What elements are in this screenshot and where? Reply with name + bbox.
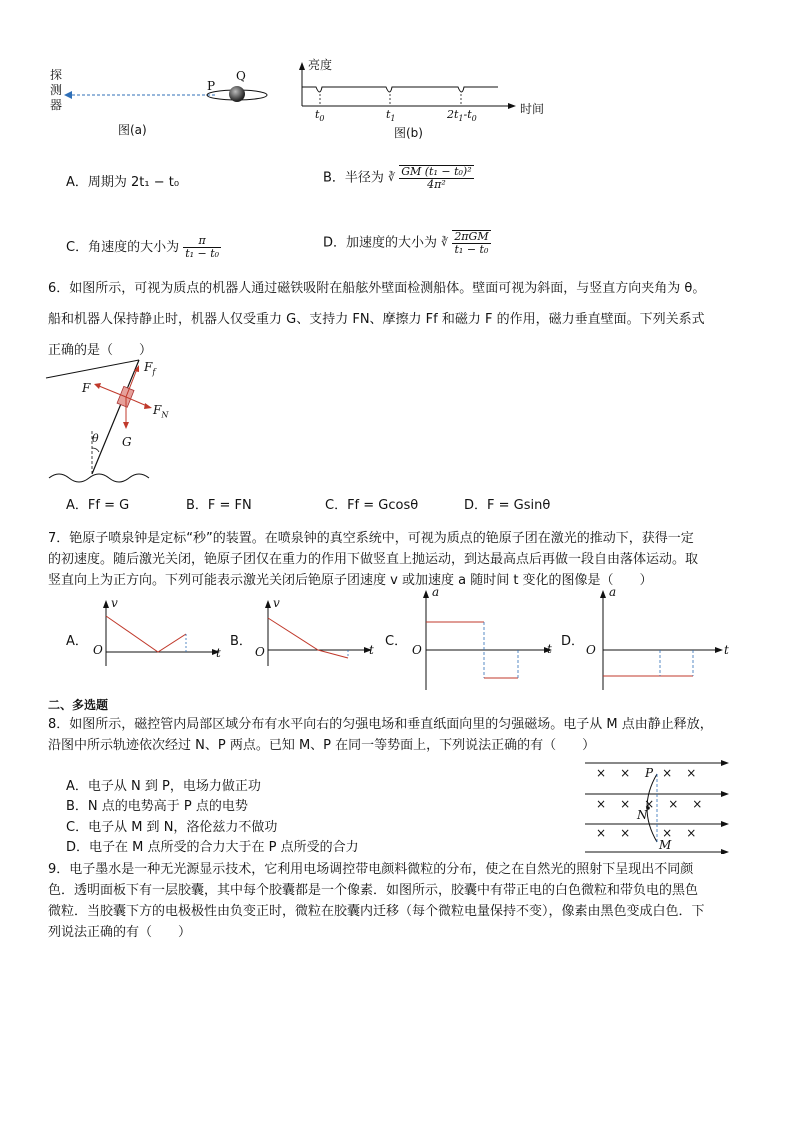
q8-option-c[interactable]: C．电子从 M 到 N，洛伦兹力不做功 (66, 820, 278, 835)
figure-b-caption: 图(b) (394, 126, 423, 140)
q8-option-a[interactable]: A．电子从 N 到 P，电场力做正功 (66, 779, 261, 794)
q9-line-4: 列说法正确的有（ ） (48, 925, 192, 940)
field-arrow-1 (721, 760, 729, 766)
beam-arrow-head (64, 91, 72, 99)
field-arrow-3 (721, 821, 729, 827)
q6-line-3: 正确的是（ ） (48, 343, 153, 358)
q7-graph-b-svg (252, 594, 382, 674)
q5-option-c-fraction: $\frac{\pi}{\text{t₁ − t₀}}$ (185, 234, 220, 260)
cross-row-2: ××××× (596, 797, 717, 811)
q7-line-3: 竖直向上为正方向。下列可能表示激光关闭后铯原子团速度 v 或加速度 a 随时间 t 变化的图像是（ ） (48, 573, 653, 588)
detector-label: 探 测 器 (50, 68, 63, 112)
a-axis-arrow (423, 590, 429, 598)
cube-root-sign-d: ∛ (441, 236, 449, 249)
q7-graph-c-svg (412, 584, 562, 692)
brightness-label: 亮度 (308, 58, 333, 72)
q7-graph-b (252, 594, 382, 674)
q7-option-c[interactable]: C． (385, 634, 408, 649)
q6-option-c[interactable]: C．Ff = Gcosθ (325, 498, 419, 513)
fig-label-theta: θ (92, 432, 99, 445)
fig-label-F: F (82, 381, 91, 395)
normal-arrow-head (144, 403, 152, 409)
q8-line-2: 沿图中所示轨迹依次经过 N、P 两点。已知 M、P 在同一等势面上，下列说法正确的有（ ） (48, 738, 596, 753)
q7-c-origin: O (412, 643, 422, 657)
q5-option-b[interactable] (323, 165, 474, 191)
velocity-line (268, 618, 348, 658)
q5-option-b-fraction: $\frac{\text{GM (t₁ − t₀)²}}{\text{4π²}}$ (401, 165, 472, 191)
q6-option-b[interactable]: B．F = FN (186, 498, 252, 513)
q7-a-t-label: t (216, 646, 221, 660)
q5-option-c[interactable] (66, 235, 221, 260)
section-heading-multiple-choice: 二、多选题 (48, 698, 109, 712)
q9-line-3: 微粒．当胶囊下方的电极极性由负变正时，微粒在胶囊内迁移（每个微粒电量保持不变），像素由黑色变成白色．下 (48, 904, 705, 919)
q7-c-axis-label: a (432, 585, 440, 599)
magnetic-arrow-head (94, 383, 101, 389)
v-axis-arrow (265, 600, 271, 608)
q7-d-t-label: t (724, 643, 729, 657)
q8-line-1: 8．如图所示，磁控管内局部区域分布有水平向右的匀强电场和垂直纸面向里的匀强磁场。电子从 M 点由静止释放， (48, 717, 713, 732)
q7-a-axis-label: v (111, 596, 118, 610)
q6-option-a[interactable]: A．Ff = G (66, 498, 130, 513)
cross-row-3: ×× ×× (596, 826, 711, 840)
q5-option-a[interactable]: A．周期为 2t₁ − t₀ (66, 175, 180, 190)
q7-line-1: 7．铯原子喷泉钟是定标“秒”的装置。在喷泉钟的真空系统中，可视为质点的铯原子团在激光的推动下，获得一定 (48, 531, 694, 546)
q7-option-b[interactable]: B． (230, 634, 252, 649)
q7-graph-d-svg (589, 584, 739, 692)
fig-label-P: P (645, 766, 654, 780)
label-Q: Q (236, 69, 246, 83)
velocity-line (106, 616, 186, 652)
gravity-arrow-head (123, 422, 129, 429)
q5-option-d[interactable] (323, 230, 491, 256)
q7-c-t-label: t (547, 642, 552, 656)
figure-a-caption: 图(a) (118, 123, 147, 137)
q7-d-origin: O (586, 643, 596, 657)
q8-option-d[interactable]: D．电子在 M 点所受的合力大于在 P 点所受的合力 (66, 840, 359, 855)
label-P: P (207, 79, 216, 93)
q5-option-c-prefix: C．角速度的大小为 (66, 240, 180, 255)
q6-figure (44, 356, 184, 486)
q5-option-b-prefix: B．半径为 (323, 170, 384, 186)
q7-option-d[interactable]: D． (561, 634, 585, 649)
q6-option-d[interactable]: D．F = Gsinθ (464, 498, 551, 513)
planet-ball (229, 86, 245, 102)
q7-d-axis-label: a (609, 585, 617, 599)
q7-line-2: 的初速度。随后激光关闭，铯原子团仅在重力的作用下做竖直上抛运动，到达最高点后再做一段自由落体运动。取 (48, 552, 699, 567)
q5-option-d-prefix: D．加速度的大小为 (323, 235, 438, 251)
a-axis-arrow (600, 590, 606, 598)
brightness-curve (302, 87, 498, 92)
fig-label-M: M (659, 838, 672, 852)
brightness-axis-arrow (299, 62, 305, 70)
hull-top-line (46, 360, 139, 378)
t-axis-arrow (715, 647, 723, 653)
q6-line-1: 6．如图所示，可视为质点的机器人通过磁铁吸附在船舷外壁面检测船体。壁面可视为斜面，与竖直方向夹角为 θ。 (48, 281, 706, 296)
robot-wall-drawing (44, 356, 184, 486)
q7-a-origin: O (93, 643, 103, 657)
fig-label-FN: $F_N$ (153, 403, 169, 420)
q7-graph-c (412, 584, 562, 692)
q7-b-t-label: t (369, 643, 374, 657)
water-wave (49, 474, 149, 482)
cube-root-sign: ∛ (388, 171, 396, 184)
q7-option-a[interactable]: A． (66, 634, 88, 649)
tick-t1: $t_1$ (386, 108, 396, 124)
time-label: 时间 (520, 102, 545, 116)
fig-label-Ff: $F_f$ (144, 360, 156, 377)
tick-t0: $t_0$ (315, 108, 325, 124)
cross-row-1: ×× ×× (596, 766, 711, 780)
theta-arc (92, 448, 99, 452)
q7-graph-d (589, 584, 739, 692)
q7-b-origin: O (255, 645, 265, 659)
time-axis-arrow (508, 103, 516, 109)
hull-wall-line (92, 360, 139, 474)
q9-line-1: 9．电子墨水是一种无光源显示技术，它利用电场调控带电颜料微粒的分布，使之在自然光的照射下呈现出不同颜 (48, 862, 694, 877)
q7-b-axis-label: v (273, 596, 280, 610)
fig-label-G: G (122, 435, 132, 449)
q6-line-2: 船和机器人保持静止时，机器人仅受重力 G、支持力 FN、摩擦力 Ff 和磁力 F 的作用，磁力垂直壁面。下列关系式 (48, 312, 705, 327)
fig-label-N: N (637, 808, 648, 822)
v-axis-arrow (103, 600, 109, 608)
q8-option-b[interactable]: B．N 点的电势高于 P 点的电势 (66, 799, 248, 814)
tick-2t1-t0: $2t_1-t_0$ (447, 108, 477, 124)
q5-option-d-fraction: $\frac{\text{2πGM}}{\text{t₁ − t₀}}$ (454, 230, 489, 256)
field-arrow-2 (721, 791, 729, 797)
q9-line-2: 色．透明面板下有一层胶囊，其中每个胶囊都是一个像素．如图所示，胶囊中有带正电的白色微粒和带负电的黑色 (48, 883, 699, 898)
field-arrow-4 (721, 849, 729, 854)
